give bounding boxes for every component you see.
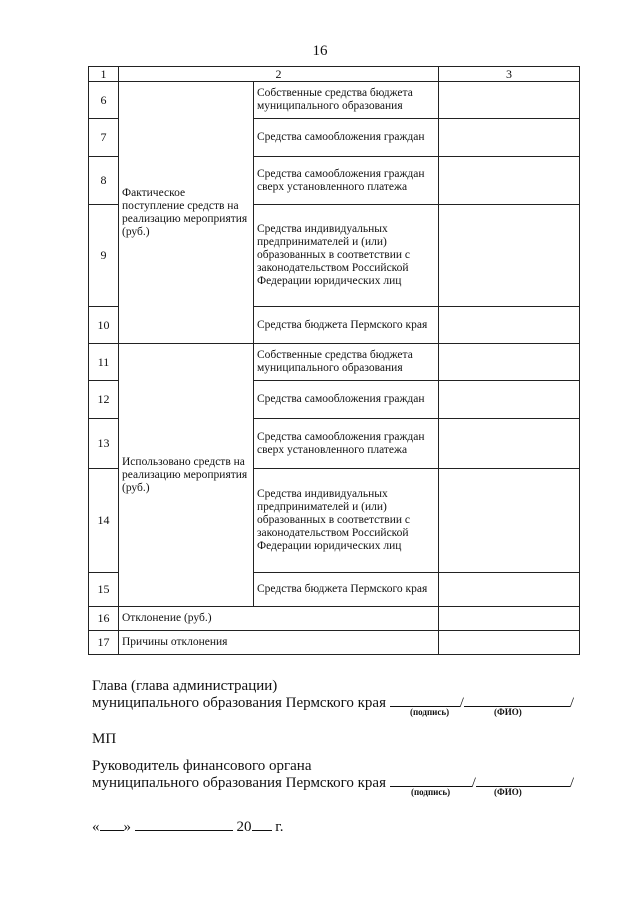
- head-caption-name: (ФИО): [494, 707, 522, 717]
- head-caption-sign: (подпись): [410, 707, 450, 717]
- finance-title-line1: Руководитель финансового органа: [92, 758, 312, 774]
- header-col-1: 1: [89, 67, 119, 82]
- table-row-deviation: [89, 607, 580, 631]
- head-signature-line: муниципального образования Пермского края / /: [92, 695, 575, 711]
- value-cell[interactable]: [439, 607, 580, 631]
- row-number: 17: [89, 631, 119, 655]
- table-row: [89, 82, 580, 119]
- reasons-label: Причины отклонения: [119, 631, 439, 655]
- date-line: [92, 818, 283, 835]
- value-cell[interactable]: [439, 419, 580, 469]
- row-number: 14: [89, 469, 119, 573]
- row-number: 15: [89, 573, 119, 607]
- row-number: 7: [89, 119, 119, 157]
- source-label: Средства самообложения граждан: [254, 381, 439, 419]
- row-number: 6: [89, 82, 119, 119]
- value-cell[interactable]: [439, 205, 580, 307]
- header-col-3: 3: [439, 67, 580, 82]
- finance-name-field[interactable]: [476, 774, 570, 787]
- deviation-label: Отклонение (руб.): [119, 607, 439, 631]
- source-label: Собственные средства бюджета муниципального образования: [254, 344, 439, 381]
- value-cell[interactable]: [439, 307, 580, 344]
- group-used-label: Использовано средств на реализацию мероприятия (руб.): [119, 344, 254, 607]
- head-name-field[interactable]: [464, 694, 570, 707]
- row-number: 16: [89, 607, 119, 631]
- source-label: Собственные средства бюджета муниципального образования: [254, 82, 439, 119]
- date-year-prefix: 20: [236, 819, 252, 835]
- value-cell[interactable]: [439, 381, 580, 419]
- finance-title-line2: муниципального образования Пермского края: [92, 775, 386, 791]
- row-number: 12: [89, 381, 119, 419]
- value-cell[interactable]: [439, 119, 580, 157]
- row-number: 8: [89, 157, 119, 205]
- date-month-field[interactable]: [135, 818, 233, 831]
- row-number: 11: [89, 344, 119, 381]
- source-label: Средства бюджета Пермского края: [254, 573, 439, 607]
- source-label: Средства индивидуальных предпринимателей и (или) образованных в соответствии с законодательством Российской Федерации юридических лиц: [254, 469, 439, 573]
- header-col-2: 2: [119, 67, 439, 82]
- date-year-field[interactable]: [252, 818, 272, 831]
- value-cell[interactable]: [439, 573, 580, 607]
- source-label: Средства самообложения граждан: [254, 119, 439, 157]
- source-label: Средства индивидуальных предпринимателей и (или) образованных в соответствии с законодательством Российской Федерации юридических лиц: [254, 205, 439, 307]
- date-day-field[interactable]: [100, 818, 124, 831]
- finance-signature-line: муниципального образования Пермского края / /: [92, 775, 575, 791]
- head-signature-field[interactable]: [390, 694, 460, 707]
- value-cell[interactable]: [439, 157, 580, 205]
- head-title-line2: муниципального образования Пермского края: [92, 695, 386, 711]
- row-number: 9: [89, 205, 119, 307]
- table-header-row: [89, 67, 580, 82]
- report-table: [88, 66, 580, 655]
- source-label: Средства самообложения граждан сверх установленного платежа: [254, 157, 439, 205]
- value-cell[interactable]: [439, 631, 580, 655]
- row-number: 10: [89, 307, 119, 344]
- stamp-mark: МП: [92, 731, 117, 747]
- date-close-quote: »: [123, 819, 131, 835]
- value-cell[interactable]: [439, 82, 580, 119]
- table-row-reasons: [89, 631, 580, 655]
- finance-caption-sign: (подпись): [411, 787, 451, 797]
- date-open-quote: «: [92, 819, 100, 835]
- finance-signature-field[interactable]: [390, 774, 472, 787]
- source-label: Средства бюджета Пермского края: [254, 307, 439, 344]
- source-label: Средства самообложения граждан сверх установленного платежа: [254, 419, 439, 469]
- value-cell[interactable]: [439, 469, 580, 573]
- table-row: [89, 344, 580, 381]
- row-number: 13: [89, 419, 119, 469]
- date-suffix: г.: [275, 819, 284, 835]
- group-received-label: Фактическое поступление средств на реализацию мероприятия (руб.): [119, 82, 254, 344]
- finance-caption-name: (ФИО): [494, 787, 522, 797]
- page-number: 16: [312, 43, 328, 59]
- value-cell[interactable]: [439, 344, 580, 381]
- head-title-line1: Глава (глава администрации): [92, 678, 278, 694]
